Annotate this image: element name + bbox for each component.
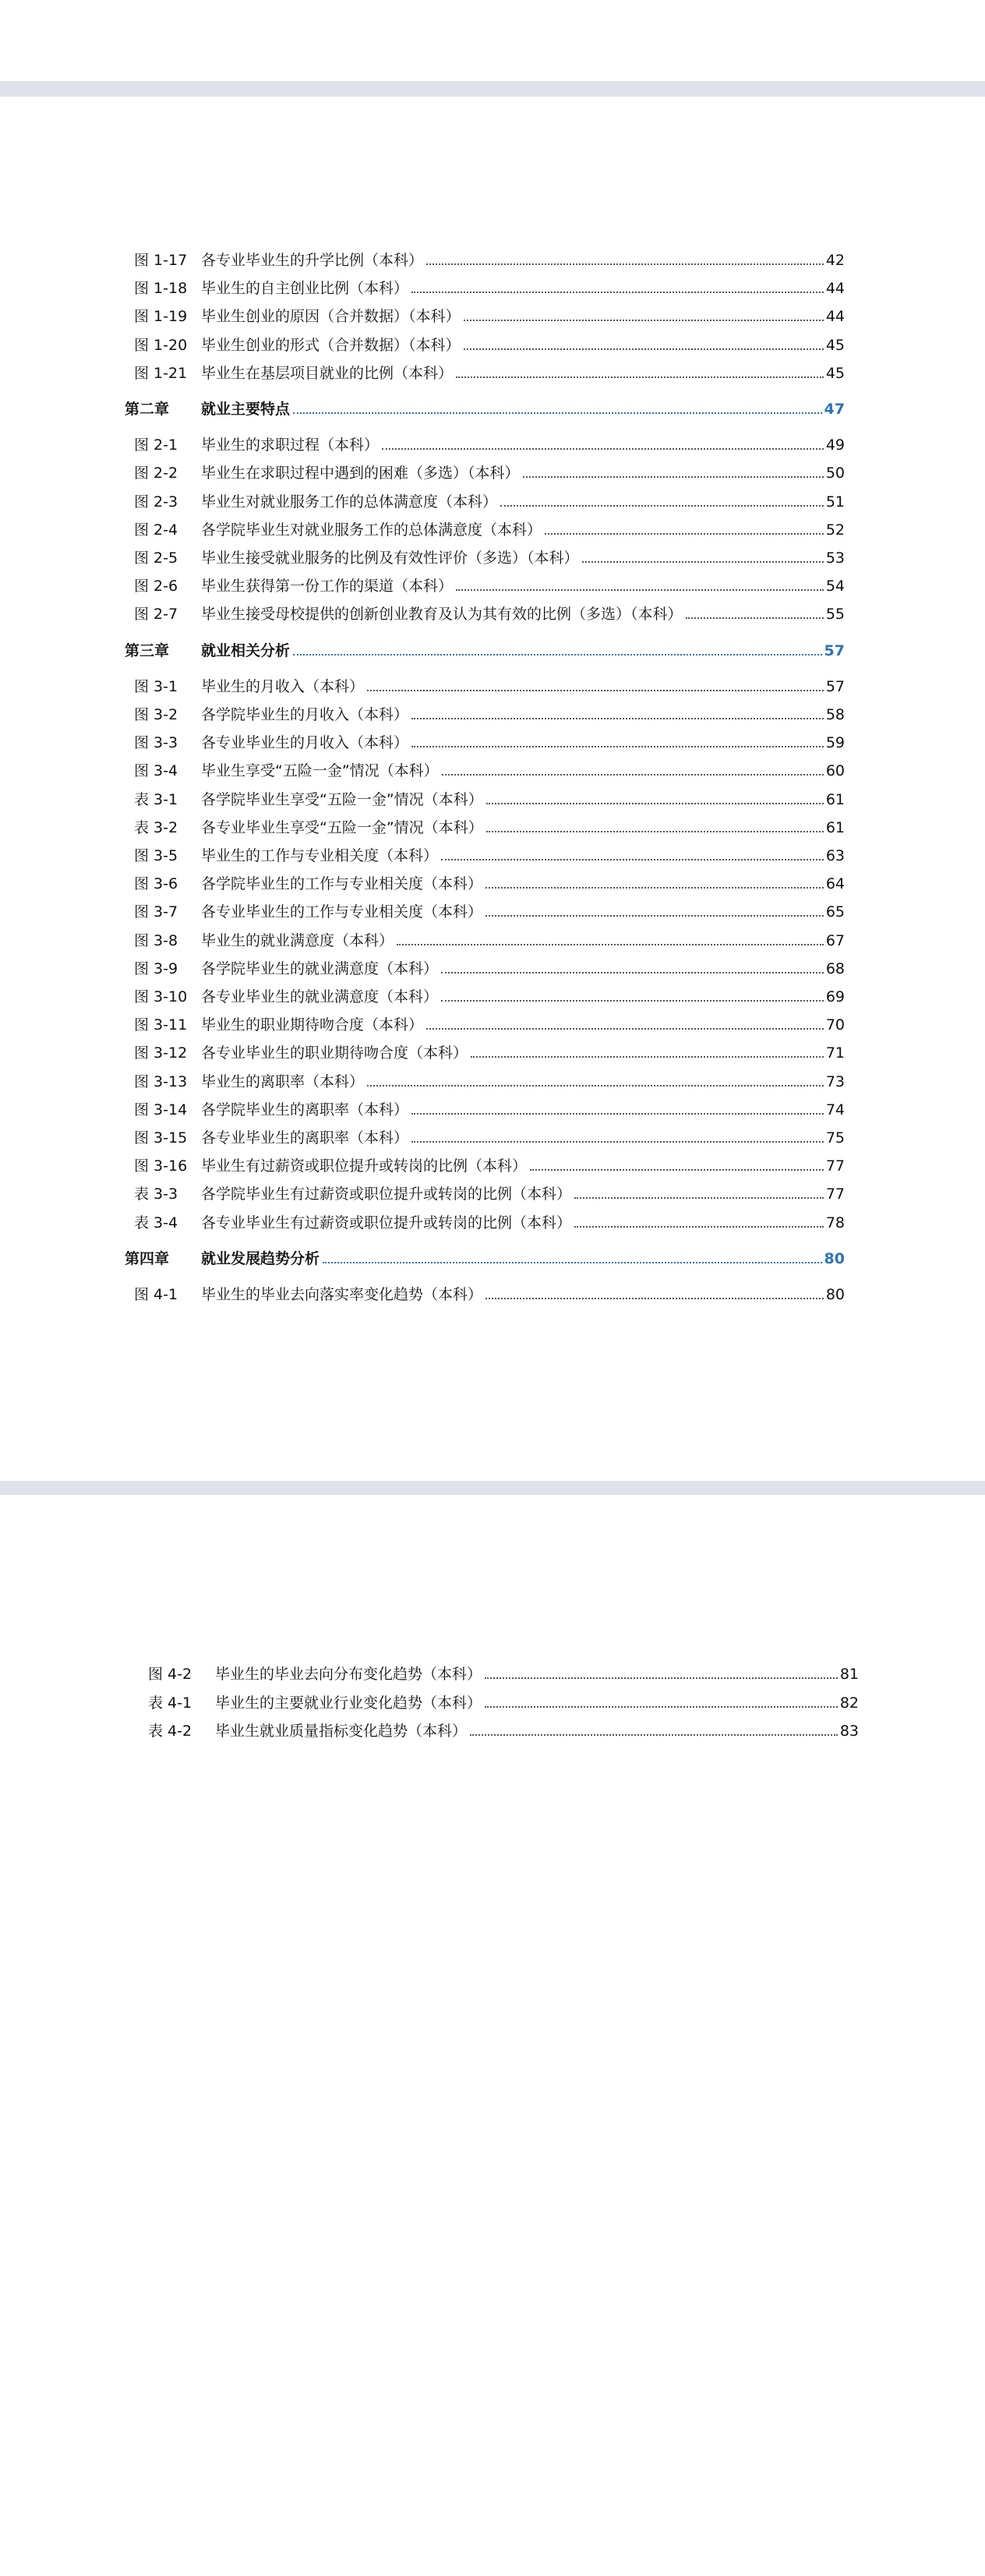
dot-leader [471, 1056, 824, 1058]
dot-leader [485, 915, 824, 917]
figure-number: 表 3-4 [134, 1214, 178, 1231]
entry-title: 各专业毕业生的离职率（本科） [201, 1129, 409, 1147]
page-number: 74 [825, 1101, 845, 1118]
page-number: 61 [825, 818, 845, 836]
toc-entry[interactable] [134, 549, 845, 567]
page-number: 45 [825, 336, 845, 354]
entry-title: 各学院毕业生享受“五险一金”情况（本科） [201, 790, 483, 808]
figure-number: 图 3-1 [134, 677, 178, 695]
page-number: 69 [825, 988, 845, 1005]
entry-title: 毕业生创业的原因（合并数据）（本科） [201, 308, 461, 326]
toc-entry[interactable] [134, 761, 845, 780]
page-number: 70 [825, 1016, 845, 1034]
entry-title: 各专业毕业生享受“五险一金”情况（本科） [201, 818, 483, 836]
document-page-2 [0, 1495, 985, 2576]
figure-number: 图 3-10 [134, 988, 188, 1005]
page-number: 77 [825, 1186, 845, 1203]
entry-title: 毕业生的自主创业比例（本科） [201, 280, 409, 298]
page-number: 67 [825, 931, 845, 949]
toc-entry[interactable] [148, 1665, 859, 1684]
entry-title: 各专业毕业生的月收入（本科） [201, 734, 409, 752]
toc-chapter-entry[interactable] [125, 400, 845, 419]
figure-number: 图 3-9 [134, 959, 178, 977]
figure-number: 图 1-21 [134, 364, 188, 382]
dot-leader [441, 1000, 824, 1002]
entry-title: 各专业毕业生的就业满意度（本科） [201, 988, 439, 1005]
page-number: 42 [825, 252, 845, 269]
chapter-title: 就业主要特点 [201, 401, 291, 418]
figure-number: 表 3-1 [134, 790, 178, 808]
dot-leader [485, 887, 824, 889]
dot-leader [470, 1734, 838, 1736]
toc-entry[interactable] [134, 336, 845, 355]
page-number: 55 [825, 606, 845, 624]
dot-leader [523, 476, 824, 478]
entry-title: 毕业生的职业期待吻合度（本科） [201, 1016, 424, 1034]
toc-entry[interactable] [134, 790, 845, 809]
page-number: 59 [825, 734, 845, 752]
chapter-number: 第三章 [125, 641, 170, 659]
entry-title: 各专业毕业生有过薪资或职位提升或转岗的比例（本科） [201, 1214, 572, 1231]
chapter-title: 就业发展趋势分析 [201, 1249, 320, 1267]
figure-number: 图 3-2 [134, 706, 178, 723]
dot-leader [426, 1028, 824, 1030]
dot-leader [293, 654, 822, 655]
page-number: 71 [825, 1044, 845, 1062]
toc-entry[interactable] [134, 705, 845, 724]
figure-number: 图 4-1 [134, 1286, 178, 1303]
dot-leader [293, 412, 822, 414]
figure-number: 图 3-11 [134, 1016, 188, 1034]
dot-leader [397, 944, 824, 945]
page-number: 60 [825, 762, 845, 780]
entry-title: 各学院毕业生对就业服务工作的总体满意度（本科） [201, 521, 542, 539]
toc-entry[interactable] [134, 1214, 845, 1232]
entry-title: 毕业生创业的形式（合并数据）（本科） [201, 336, 461, 354]
dot-leader [485, 1677, 838, 1679]
toc-entry[interactable] [134, 846, 845, 865]
figure-number: 图 2-5 [134, 549, 178, 567]
entry-title: 毕业生的毕业去向分布变化趋势（本科） [215, 1666, 482, 1683]
figure-number: 图 3-6 [134, 875, 178, 893]
toc-entry[interactable] [134, 1072, 845, 1091]
dot-leader [456, 376, 824, 378]
toc-entry[interactable] [134, 1285, 845, 1304]
dot-leader [456, 589, 824, 591]
page-number: 49 [825, 436, 845, 454]
dot-leader [574, 1226, 824, 1228]
figure-number: 图 1-18 [134, 280, 188, 298]
chapter-title: 就业相关分析 [201, 641, 291, 659]
page-number: 52 [825, 521, 845, 539]
chapter-number: 第四章 [125, 1249, 170, 1267]
page-number: 82 [839, 1694, 859, 1712]
page-number: 44 [825, 308, 845, 326]
toc-entry[interactable] [134, 307, 845, 326]
page-gap [0, 1481, 985, 1496]
entry-title: 毕业生接受母校提供的创新创业教育及认为其有效的比例（多选）（本科） [201, 606, 683, 624]
toc-entry[interactable] [134, 1157, 845, 1175]
page-number: 57 [825, 677, 845, 695]
dot-leader [464, 348, 824, 350]
toc-entry[interactable] [134, 875, 845, 893]
dot-leader [485, 1298, 824, 1299]
toc-entry[interactable] [134, 1101, 845, 1119]
page-number: 61 [825, 790, 845, 808]
figure-number: 表 3-3 [134, 1186, 178, 1203]
dot-leader [464, 320, 824, 321]
entry-title: 毕业生获得第一份工作的渠道（本科） [201, 578, 454, 595]
entry-title: 各专业毕业生的升学比例（本科） [201, 252, 424, 269]
entry-title: 毕业生就业质量指标变化趋势（本科） [215, 1723, 468, 1740]
dot-leader [411, 1141, 824, 1143]
toc-chapter-entry[interactable] [125, 641, 845, 660]
dot-leader [582, 561, 824, 563]
page-number: 80 [825, 1286, 845, 1303]
page-number: 45 [825, 364, 845, 382]
figure-number: 表 4-2 [148, 1723, 192, 1740]
toc-entry[interactable] [134, 464, 845, 482]
dot-leader [686, 617, 824, 619]
toc-entry[interactable] [134, 605, 845, 624]
entry-title: 毕业生的月收入（本科） [201, 677, 365, 695]
toc-entry[interactable] [134, 364, 845, 383]
entry-title: 毕业生的毕业去向落实率变化趋势（本科） [201, 1286, 483, 1303]
toc-entry[interactable] [134, 931, 845, 950]
dot-leader [441, 972, 824, 974]
entry-title: 各专业毕业生的工作与专业相关度（本科） [201, 903, 483, 921]
dot-leader [411, 718, 824, 719]
toc-entry[interactable] [134, 733, 845, 752]
entry-title: 各专业毕业生的职业期待吻合度（本科） [201, 1044, 468, 1062]
entry-title: 各学院毕业生的就业满意度（本科） [201, 959, 439, 977]
page-number: 54 [825, 578, 845, 595]
page-number: 44 [825, 280, 845, 298]
dot-leader [411, 746, 824, 747]
entry-title: 毕业生有过薪资或职位提升或转岗的比例（本科） [201, 1157, 528, 1175]
entry-title: 各学院毕业生的月收入（本科） [201, 706, 409, 723]
figure-number: 图 3-16 [134, 1157, 188, 1175]
dot-leader [441, 859, 824, 860]
toc-entry[interactable] [134, 436, 845, 454]
entry-title: 毕业生的工作与专业相关度（本科） [201, 847, 439, 864]
toc-chapter-entry[interactable] [125, 1249, 845, 1268]
dot-leader [411, 1113, 824, 1115]
figure-number: 图 3-4 [134, 762, 178, 780]
figure-number: 图 2-2 [134, 465, 178, 482]
toc-entry[interactable] [148, 1722, 859, 1740]
page-number: 68 [825, 959, 845, 977]
entry-title: 毕业生的主要就业行业变化趋势（本科） [215, 1694, 482, 1712]
figure-number: 图 2-7 [134, 606, 178, 624]
dot-leader [500, 505, 824, 507]
figure-number: 图 3-13 [134, 1072, 188, 1090]
figure-number: 图 2-1 [134, 436, 178, 454]
dot-leader [382, 448, 824, 450]
entry-title: 毕业生接受就业服务的比例及有效性评价（多选）（本科） [201, 549, 579, 567]
toc-entry[interactable] [134, 493, 845, 511]
page-number: 65 [825, 903, 845, 921]
toc-entry[interactable] [134, 577, 845, 595]
page-number: 77 [825, 1157, 845, 1175]
dot-leader [486, 803, 824, 804]
figure-number: 图 3-14 [134, 1101, 188, 1118]
toc-entry[interactable] [134, 988, 845, 1006]
toc-entry[interactable] [134, 251, 845, 270]
entry-title: 各学院毕业生的工作与专业相关度（本科） [201, 875, 483, 893]
page-number: 75 [825, 1129, 845, 1147]
page-number: 50 [825, 465, 845, 482]
page-number: 57 [824, 641, 845, 659]
page-number: 47 [824, 401, 845, 418]
page-number: 81 [839, 1666, 859, 1683]
toc-entry[interactable] [134, 903, 845, 921]
figure-number: 图 3-8 [134, 931, 178, 949]
figure-number: 图 2-3 [134, 493, 178, 511]
page-number: 83 [839, 1723, 859, 1740]
page-separator [0, 81, 985, 97]
page-number: 51 [825, 493, 845, 511]
page-number: 78 [825, 1214, 845, 1231]
figure-number: 表 4-1 [148, 1694, 192, 1712]
figure-number: 图 4-2 [148, 1666, 192, 1683]
dot-leader [367, 690, 824, 691]
dot-leader [545, 533, 824, 535]
toc-entry[interactable] [134, 1129, 845, 1147]
dot-leader [530, 1169, 824, 1171]
figure-number: 表 3-2 [134, 818, 178, 836]
figure-number: 图 1-20 [134, 336, 188, 354]
entry-title: 毕业生在基层项目就业的比例（本科） [201, 364, 454, 382]
entry-title: 毕业生享受“五险一金”情况（本科） [201, 762, 439, 780]
figure-number: 图 3-5 [134, 847, 178, 864]
entry-title: 毕业生的离职率（本科） [201, 1072, 365, 1090]
figure-number: 图 2-6 [134, 578, 178, 595]
entry-title: 各学院毕业生的离职率（本科） [201, 1101, 409, 1118]
figure-number: 图 3-12 [134, 1044, 188, 1062]
dot-leader [442, 774, 824, 776]
entry-title: 毕业生的求职过程（本科） [201, 436, 380, 454]
toc-entry[interactable] [134, 1185, 845, 1203]
dot-leader [426, 263, 824, 265]
dot-leader [486, 831, 824, 832]
toc-entry[interactable] [134, 1016, 845, 1034]
page-number: 64 [825, 875, 845, 893]
page-number: 53 [825, 549, 845, 567]
toc-entry[interactable] [134, 1044, 845, 1062]
dot-leader [411, 292, 824, 293]
chapter-number: 第二章 [125, 401, 170, 418]
toc-entry[interactable] [134, 521, 845, 539]
dot-leader [323, 1262, 822, 1263]
page-number: 58 [825, 706, 845, 723]
figure-number: 图 1-17 [134, 252, 188, 269]
toc-entry[interactable] [134, 279, 845, 298]
toc-entry[interactable] [148, 1694, 859, 1712]
page-number: 73 [825, 1072, 845, 1090]
page-number: 63 [825, 847, 845, 864]
entry-title: 毕业生的就业满意度（本科） [201, 931, 394, 949]
figure-number: 图 3-15 [134, 1129, 188, 1147]
toc-entry[interactable] [134, 818, 845, 837]
entry-title: 毕业生在求职过程中遇到的困难（多选）（本科） [201, 465, 520, 482]
dot-leader [367, 1085, 824, 1087]
figure-number: 图 3-3 [134, 734, 178, 752]
page-number: 80 [824, 1249, 845, 1267]
entry-title: 各学院毕业生有过薪资或职位提升或转岗的比例（本科） [201, 1186, 572, 1203]
figure-number: 图 1-19 [134, 308, 188, 326]
entry-title: 毕业生对就业服务工作的总体满意度（本科） [201, 493, 498, 511]
toc-entry[interactable] [134, 959, 845, 978]
figure-number: 图 2-4 [134, 521, 178, 539]
toc-entry[interactable] [134, 677, 845, 696]
figure-number: 图 3-7 [134, 903, 178, 921]
dot-leader [574, 1197, 824, 1199]
dot-leader [485, 1706, 838, 1708]
